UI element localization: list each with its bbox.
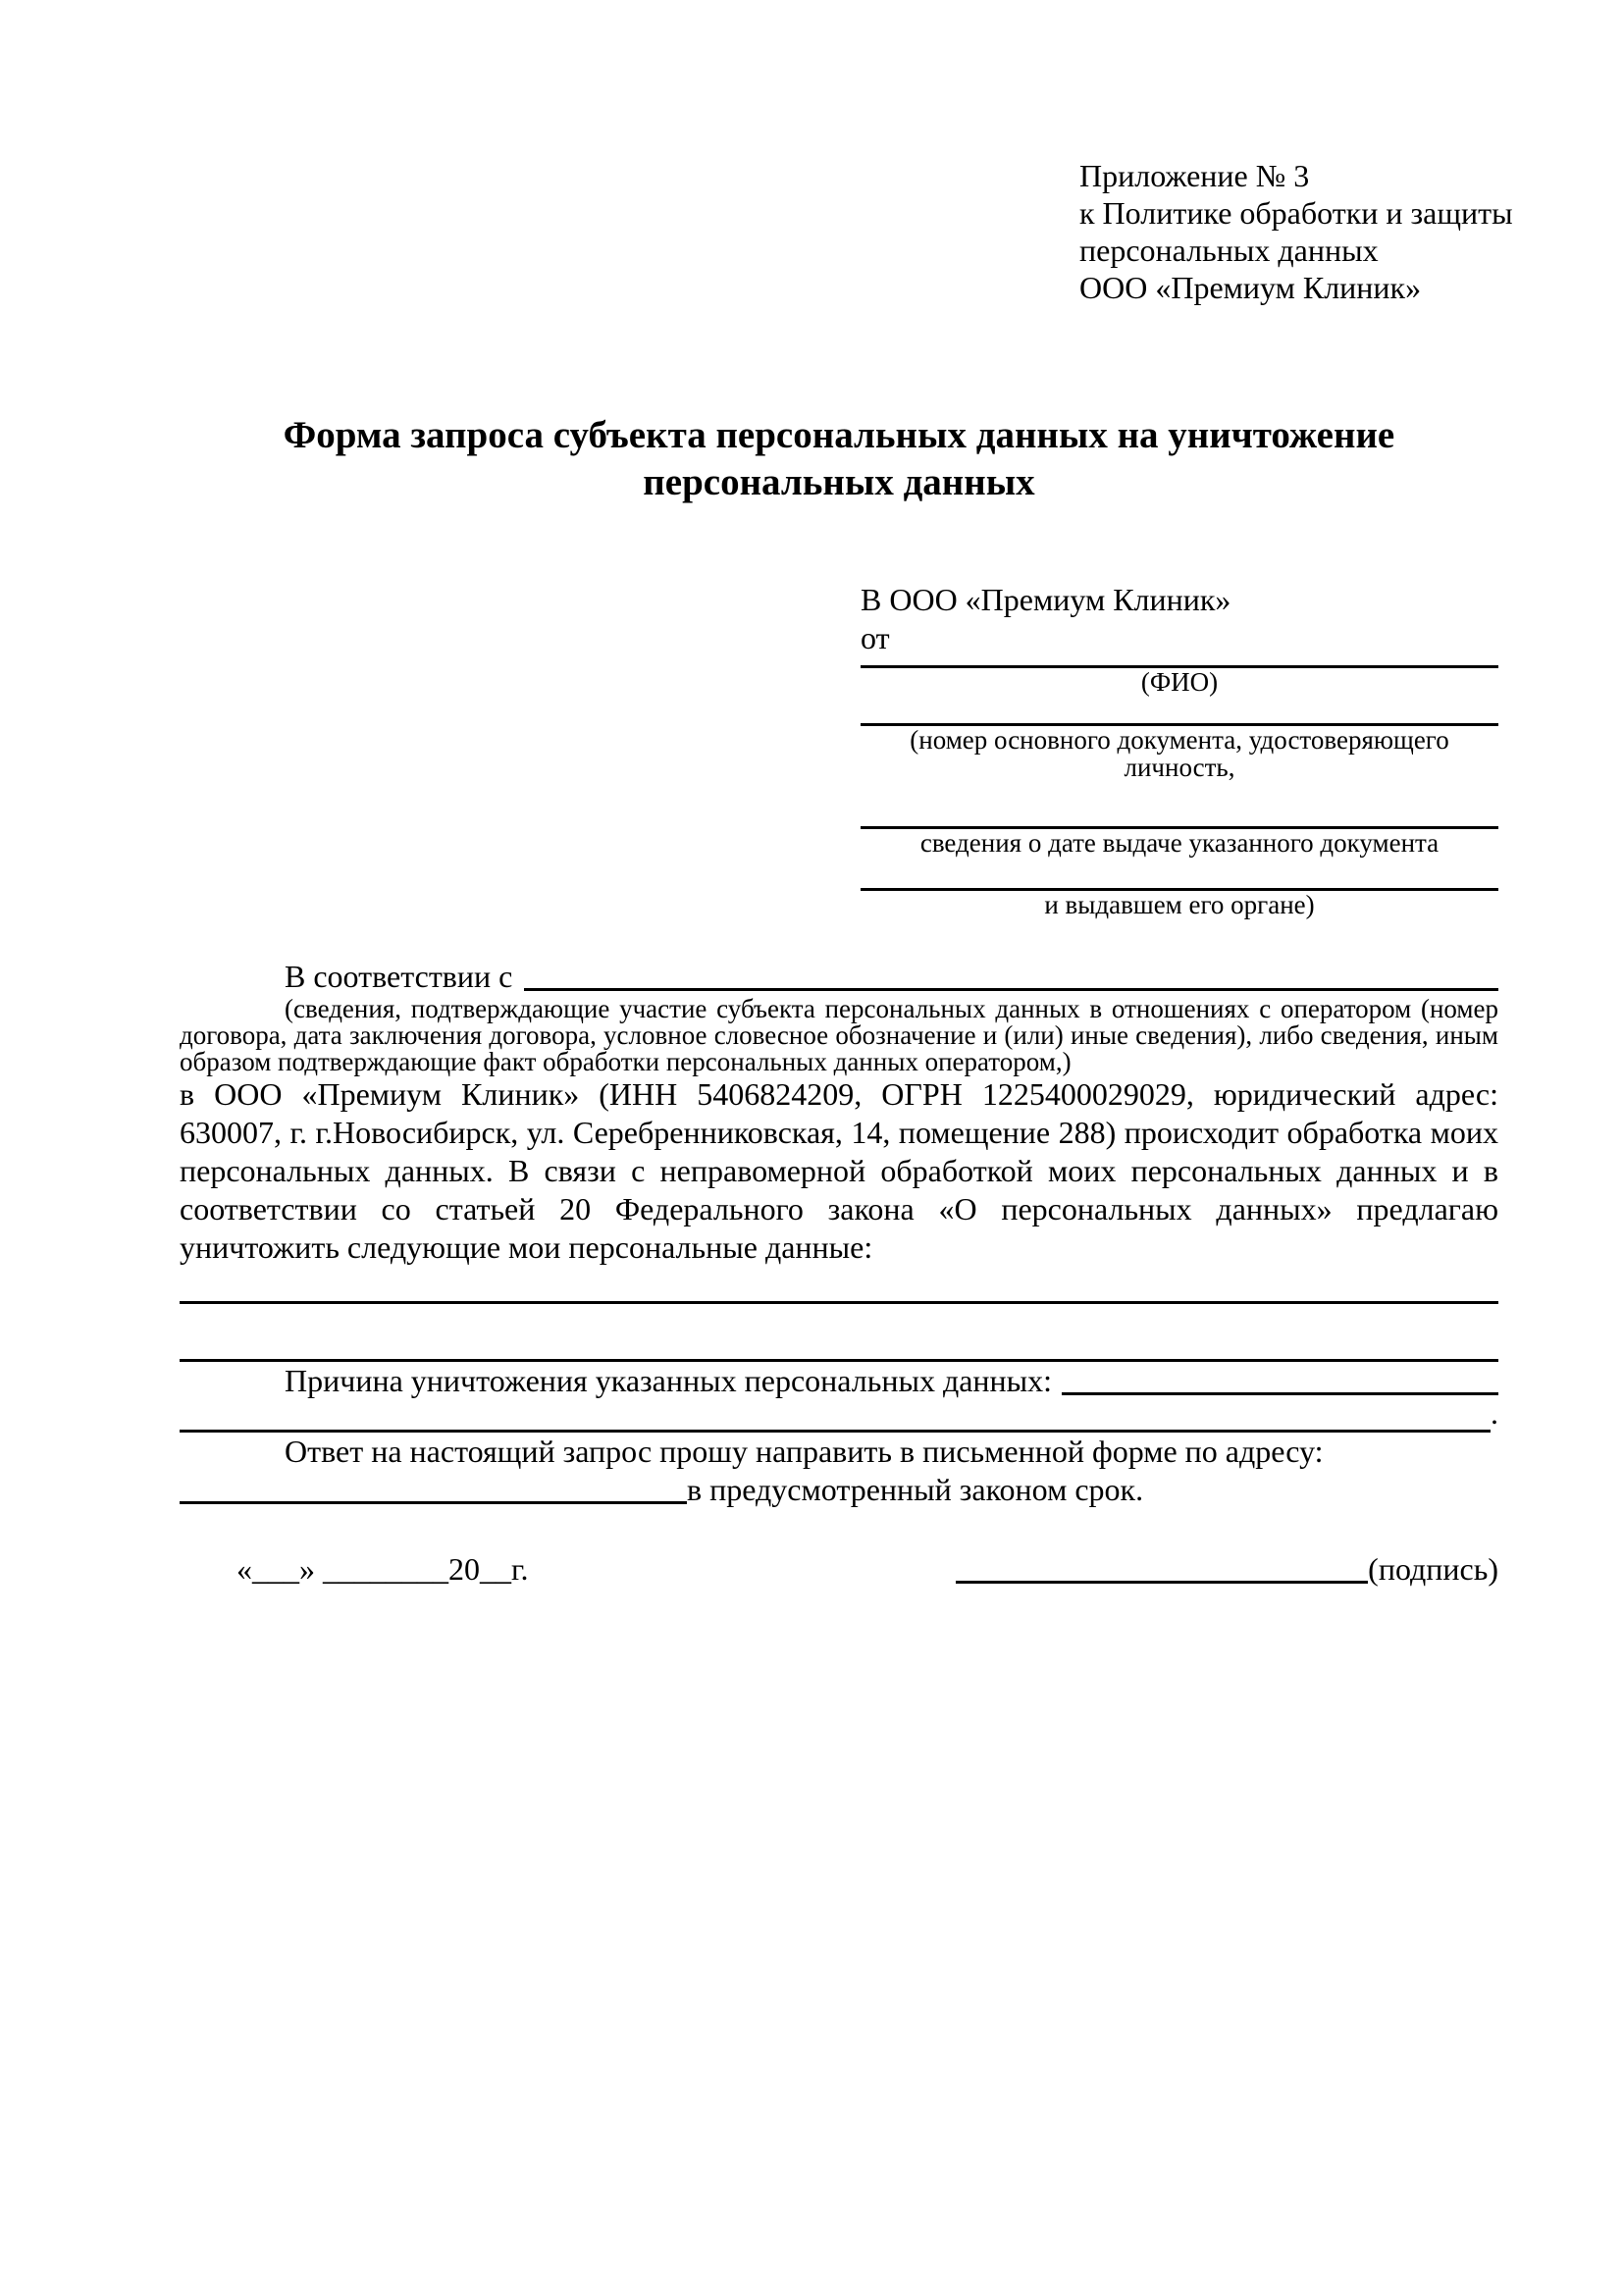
- addressee-block: [861, 581, 1498, 918]
- response-address-row: [180, 1471, 1498, 1509]
- data-blank-line-1: [180, 1267, 1498, 1304]
- signature-group: [956, 1550, 1498, 1589]
- issue-date-line: [861, 781, 1498, 829]
- document-title: Форма запроса субъекта персональных данных на уничтожение персональных данных: [283, 414, 1395, 503]
- header-note-line: персональных данных: [1079, 233, 1379, 268]
- issuing-authority-line: [861, 857, 1498, 891]
- reason-continuation-line: [180, 1400, 1491, 1433]
- accordance-row: [180, 958, 1498, 996]
- signature-line: [956, 1550, 1368, 1584]
- header-note-line: к Политике обработки и защиты: [1079, 195, 1513, 231]
- accordance-caption: (сведения, подтверждающие участие субъекта персональных данных в отношениях с оператором (номер договора, дата заключения договора, условное словесное обозначение и (или) иные сведения), либо сведения, иным образом подтверждающие факт обработки персональных данных оператором,): [180, 994, 1498, 1076]
- accordance-fill-line: [524, 958, 1498, 991]
- fio-caption: (ФИО): [1140, 667, 1219, 697]
- reason-continuation-row: [180, 1395, 1498, 1433]
- header-note: [1079, 157, 1513, 306]
- addressee-from-label: от: [861, 620, 890, 655]
- reason-row: [180, 1362, 1498, 1400]
- date-field: «___» ________20__г.: [236, 1551, 529, 1587]
- header-note-line: Приложение № 3: [1079, 158, 1310, 193]
- period-text: .: [1491, 1395, 1498, 1431]
- date-signature-row: [180, 1550, 1498, 1589]
- reason-fill-line: [1062, 1362, 1498, 1395]
- accordance-label: В соответствии с: [285, 959, 513, 994]
- response-paragraph: Ответ на настоящий запрос прошу направить в письменной форме по адресу:: [285, 1434, 1324, 1469]
- issue-date-caption: сведения о дате выдаче указанного документа: [919, 828, 1440, 858]
- signature-caption: (подпись): [1368, 1551, 1498, 1587]
- address-fill-line: [180, 1471, 687, 1504]
- data-blank-line-2: [180, 1304, 1498, 1362]
- issuing-authority-caption: и выдавшем его органе): [1044, 890, 1315, 919]
- reason-label: Причина уничтожения указанных персональных данных:: [285, 1363, 1053, 1398]
- header-note-line: ООО «Премиум Клиник»: [1079, 270, 1422, 305]
- doc-number-caption: (номер основного документа, удостоверяющего личность,: [910, 725, 1449, 782]
- main-paragraph: в ООО «Премиум Клиник» (ИНН 5406824209, ОГРН 1225400029029, юридический адрес: 630007, г. г.Новосибирск, ул. Серебренниковская, 14, помещение 288) происходит обработка моих персональных данных. В связи с неправомерной обработкой моих персональных данных и в соответствии со статьей 20 Федерального закона «О персональных данных» предлагаю уничтожить следующие мои персональные данные:: [180, 1076, 1498, 1265]
- response-tail: в предусмотренный законом срок.: [687, 1472, 1144, 1507]
- addressee-to: В ООО «Премиум Клиник»: [861, 582, 1231, 617]
- doc-number-line: [861, 696, 1498, 726]
